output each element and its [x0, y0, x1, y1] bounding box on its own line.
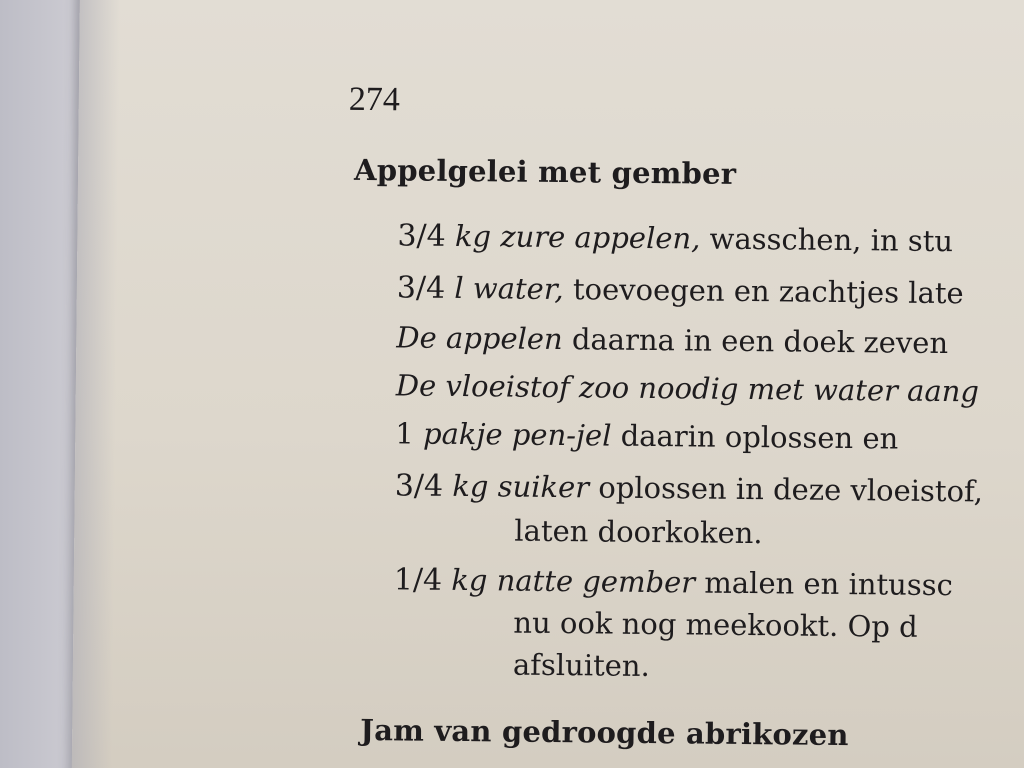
ingredient: pakje pen-jel: [422, 416, 612, 453]
page-text: [342, 0, 1024, 768]
recipe-line-continued: [512, 647, 650, 684]
ingredient: kg natte gember: [451, 562, 696, 600]
recipe-line: [396, 270, 964, 311]
instruction: laten doorkoken.: [514, 513, 763, 551]
quantity: 3/4: [396, 270, 446, 306]
instruction: afsluiten.: [512, 647, 650, 684]
ingredient: kg suiker: [452, 468, 590, 505]
instruction: wasschen, in stu: [709, 221, 954, 259]
instruction: oplossen in deze vloeistof,: [598, 470, 984, 509]
ingredient: De appelen: [396, 320, 563, 357]
ingredient: De vloeistof zoo noodig met water aang: [395, 368, 980, 409]
ingredient: kg zure appelen,: [454, 218, 701, 256]
quantity: 1: [395, 416, 415, 451]
next-recipe-title: Jam van gedroogde abrikozen: [360, 712, 849, 753]
recipe-line-continued: [514, 513, 763, 551]
instruction: daarna in een doek zeven: [571, 322, 949, 361]
recipe-line: [395, 368, 980, 409]
page-number: 274: [348, 80, 401, 119]
recipe-line: [393, 562, 954, 603]
instruction: toevoegen en zachtjes late: [572, 272, 964, 311]
book-page: [72, 0, 1024, 768]
quantity: 3/4: [397, 218, 446, 254]
recipe-line: [395, 416, 899, 456]
recipe-line: [396, 320, 949, 361]
recipe-line: [394, 468, 984, 509]
recipe-title: Appelgelei met gember: [353, 152, 737, 191]
quantity: 3/4: [394, 468, 444, 504]
recipe-line-continued: [513, 605, 918, 644]
recipe-line: [397, 218, 954, 259]
quantity: 1/4: [393, 562, 443, 598]
instruction: daarin oplossen en: [620, 418, 899, 456]
page-edge-shadow: [72, 0, 120, 768]
instruction: nu ook nog meekookt. Op d: [513, 605, 918, 644]
ingredient: l water,: [454, 270, 564, 307]
instruction: malen en intussc: [704, 565, 954, 603]
